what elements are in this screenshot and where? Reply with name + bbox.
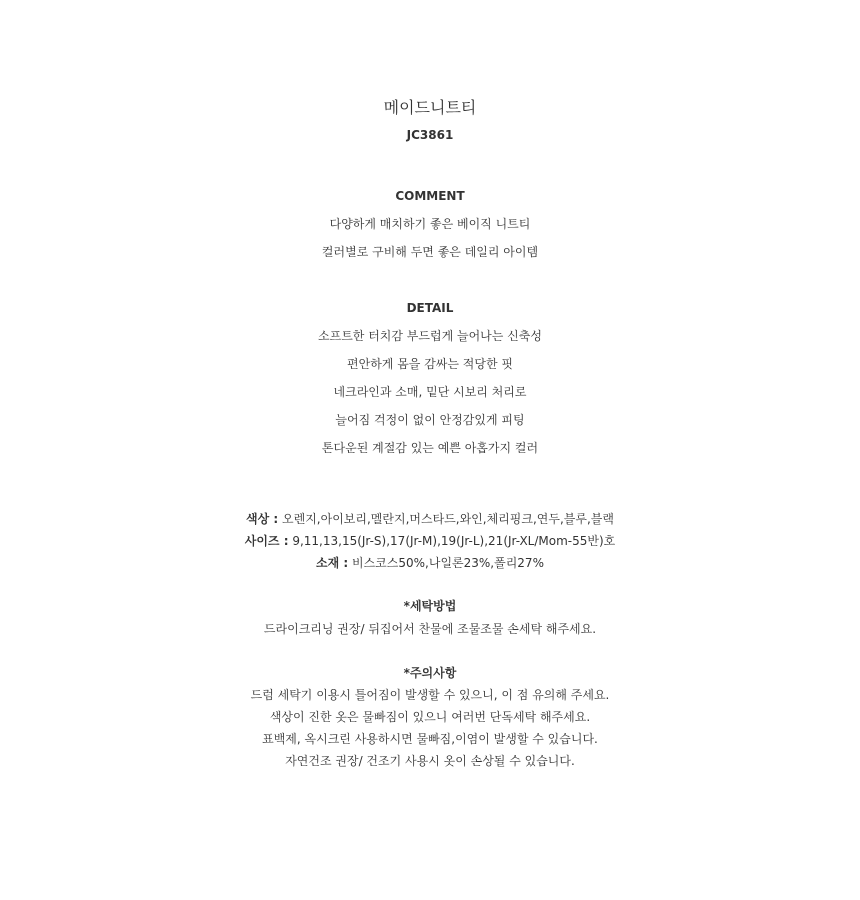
caution-heading: *주의사항: [403, 666, 457, 680]
product-code: JC3861: [406, 128, 454, 142]
detail-heading: DETAIL: [406, 301, 454, 315]
spec-size-label: 사이즈 :: [244, 534, 289, 548]
detail-line: 네크라인과 소매, 밑단 시보리 처리로: [333, 385, 527, 399]
spec-size: [0, 532, 860, 550]
washing-heading: *세탁방법: [403, 599, 457, 613]
detail-line: 소프트한 터치감 부드럽게 늘어나는 신축성: [318, 329, 542, 343]
detail-line: 늘어짐 걱정이 없이 안정감있게 피팅: [335, 413, 525, 427]
detail-line: 톤다운된 계절감 있는 예쁜 아홉가지 컬러: [321, 441, 539, 455]
washing-line: 드라이크리닝 권장/ 뒤집어서 찬물에 조물조물 손세탁 해주세요.: [263, 622, 597, 636]
spec-material: [0, 554, 860, 572]
comment-line: 컬러별로 구비해 두면 좋은 데일리 아이템: [321, 245, 539, 259]
spec-material-label: 소재 :: [316, 556, 349, 570]
caution-line: 색상이 진한 옷은 물빠짐이 있으니 여러번 단독세탁 해주세요.: [269, 710, 591, 724]
spec-color-label: 색상 :: [246, 512, 279, 526]
detail-line: 편안하게 몸을 감싸는 적당한 핏: [347, 357, 513, 371]
caution-line: 드럼 세탁기 이용시 틀어짐이 발생할 수 있으니, 이 점 유의해 주세요.: [250, 688, 610, 702]
comment-line: 다양하게 매치하기 좋은 베이직 니트티: [329, 217, 531, 231]
product-name: 메이드니트티: [383, 98, 477, 117]
spec-color-value: 오렌지,아이보리,멜란지,머스타드,와인,체리핑크,연두,블루,블랙: [282, 512, 614, 526]
spec-color: [0, 510, 860, 528]
spec-material-value: 비스코스50%,나일론23%,폴리27%: [352, 556, 544, 570]
caution-line: 자연건조 권장/ 건조기 사용시 옷이 손상될 수 있습니다.: [285, 754, 575, 768]
comment-heading: COMMENT: [395, 189, 465, 203]
spec-size-value: 9,11,13,15(Jr-S),17(Jr-M),19(Jr-L),21(Jr-XL/Mom-55반)호: [292, 534, 616, 548]
caution-line: 표백제, 옥시크린 사용하시면 물빠짐,이염이 발생할 수 있습니다.: [262, 732, 598, 746]
